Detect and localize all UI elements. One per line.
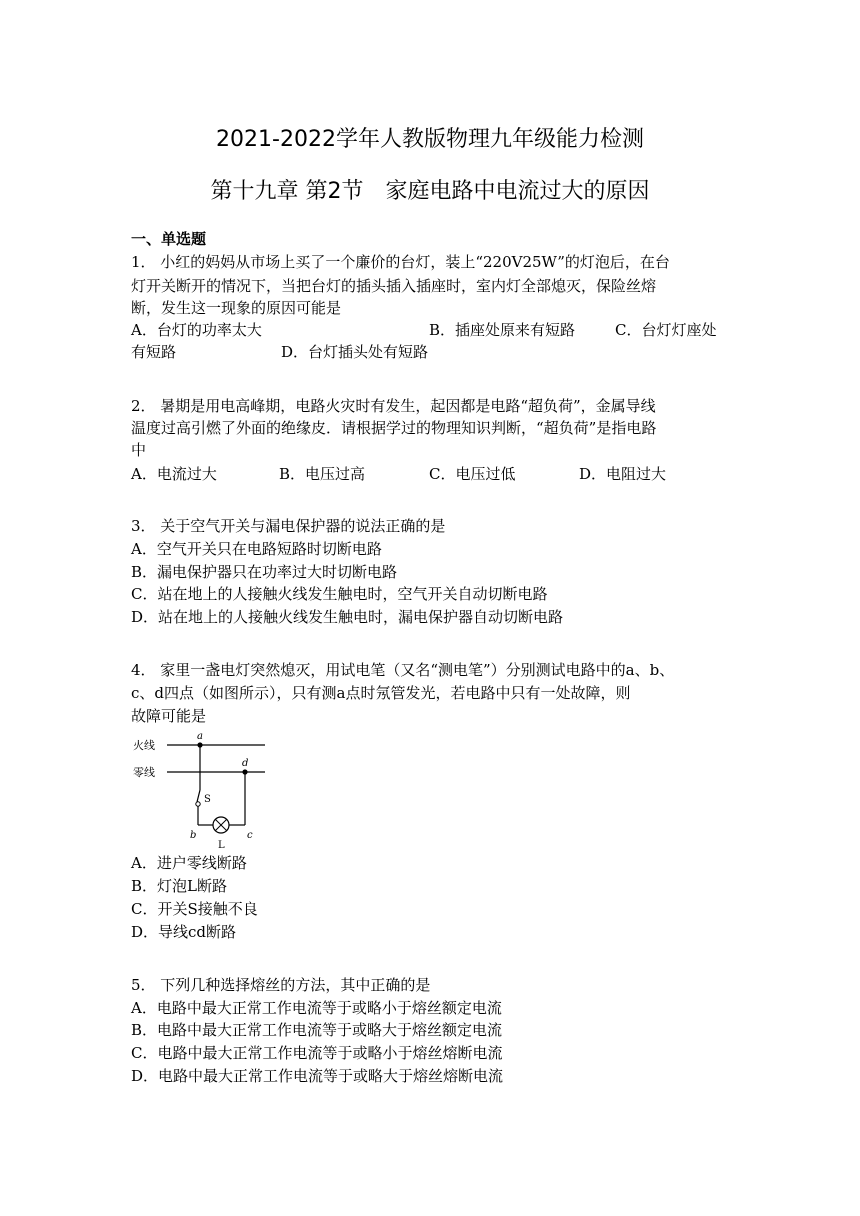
q1-option-a: A．台灯的功率太大	[131, 321, 262, 339]
switch-blade	[197, 790, 200, 802]
q2-options-row	[131, 464, 731, 484]
q2-option-c: C．电压过低	[429, 465, 516, 483]
q4-stem-line: c、d四点（如图所示），只有测a点时氖管发光，若电路中只有一处故障，则	[131, 684, 631, 702]
q5-option-d: D．电路中最大正常工作电流等于或略大于熔丝熔断电流	[131, 1067, 504, 1085]
q5-option-c: C．电路中最大正常工作电流等于或略小于熔丝熔断电流	[131, 1044, 503, 1062]
q2-option-b: B．电压过高	[279, 465, 366, 483]
q3-option-b: B．漏电保护器只在功率过大时切断电路	[131, 563, 398, 581]
q4-stem-line: 故障可能是	[131, 707, 207, 725]
lamp-label: L	[218, 840, 225, 851]
q1-option-b: B．插座处原来有短路	[429, 321, 576, 339]
q4-option-d: D．导线cd断路	[131, 923, 237, 941]
point-c-label: c	[247, 830, 253, 841]
point-d-dot	[242, 769, 247, 774]
q3-option-a: A．空气开关只在电路短路时切断电路	[131, 540, 382, 558]
q4-option-c: C．开关S接触不良	[131, 900, 258, 918]
switch-contact	[196, 802, 200, 806]
point-b-label: b	[190, 830, 197, 841]
q1-options-row	[131, 342, 731, 362]
neutral-wire-label: 零线	[133, 766, 155, 779]
q1-option-c-continued: 有短路	[131, 343, 177, 361]
section-heading: 一、单选题	[131, 230, 207, 248]
q2-option-a: A．电流过大	[131, 465, 217, 483]
q1-options-row	[131, 320, 731, 340]
page-title: 2021-2022学年人教版物理九年级能力检测	[216, 127, 644, 152]
q5-option-b: B．电路中最大正常工作电流等于或略大于熔丝额定电流	[131, 1021, 503, 1039]
point-d-label: d	[242, 758, 249, 769]
q1-stem-line: 断，发生这一现象的原因可能是	[131, 299, 342, 317]
q1-option-c: C．台灯灯座处	[615, 321, 717, 339]
q1-stem-line: 灯开关断开的情况下，当把台灯的插头插入插座时，室内灯全部熄灭，保险丝熔	[131, 277, 657, 295]
q1-option-d: D．台灯插头处有短路	[281, 343, 429, 361]
circuit-diagram	[131, 732, 271, 852]
q3-option-d: D．站在地上的人接触火线发生触电时，漏电保护器自动切断电路	[131, 608, 564, 626]
q4-stem-line: 4． 家里一盏电灯突然熄灭，用试电笔（又名“测电笔”）分别测试电路中的a、b、	[131, 661, 675, 679]
switch-label: S	[204, 794, 211, 805]
q3-stem: 3． 关于空气开关与漏电保护器的说法正确的是	[131, 517, 446, 535]
q5-stem: 5． 下列几种选择熔丝的方法，其中正确的是	[131, 976, 431, 994]
page-subtitle: 第十九章 第2节 家庭电路中电流过大的原因	[210, 179, 650, 204]
point-a-label: a	[197, 732, 203, 742]
q4-option-a: A．进户零线断路	[131, 854, 247, 872]
q1-stem-line: 1． 小红的妈妈从市场上买了一个廉价的台灯，装上“220V25W”的灯泡后，在台	[131, 253, 670, 271]
q2-option-d: D．电阻过大	[579, 465, 667, 483]
q4-option-b: B．灯泡L断路	[131, 877, 227, 895]
q5-option-a: A．电路中最大正常工作电流等于或略小于熔丝额定电流	[131, 999, 502, 1017]
q3-option-c: C．站在地上的人接触火线发生触电时，空气开关自动切断电路	[131, 585, 548, 603]
q2-stem-line: 中	[131, 441, 147, 459]
q2-stem-line: 2． 暑期是用电高峰期，电路火灾时有发生，起因都是电路“超负荷”，金属导线	[131, 397, 656, 415]
q2-stem-line: 温度过高引燃了外面的绝缘皮．请根据学过的物理知识判断，“超负荷”是指电路	[131, 419, 657, 437]
live-wire-label: 火线	[133, 739, 155, 752]
